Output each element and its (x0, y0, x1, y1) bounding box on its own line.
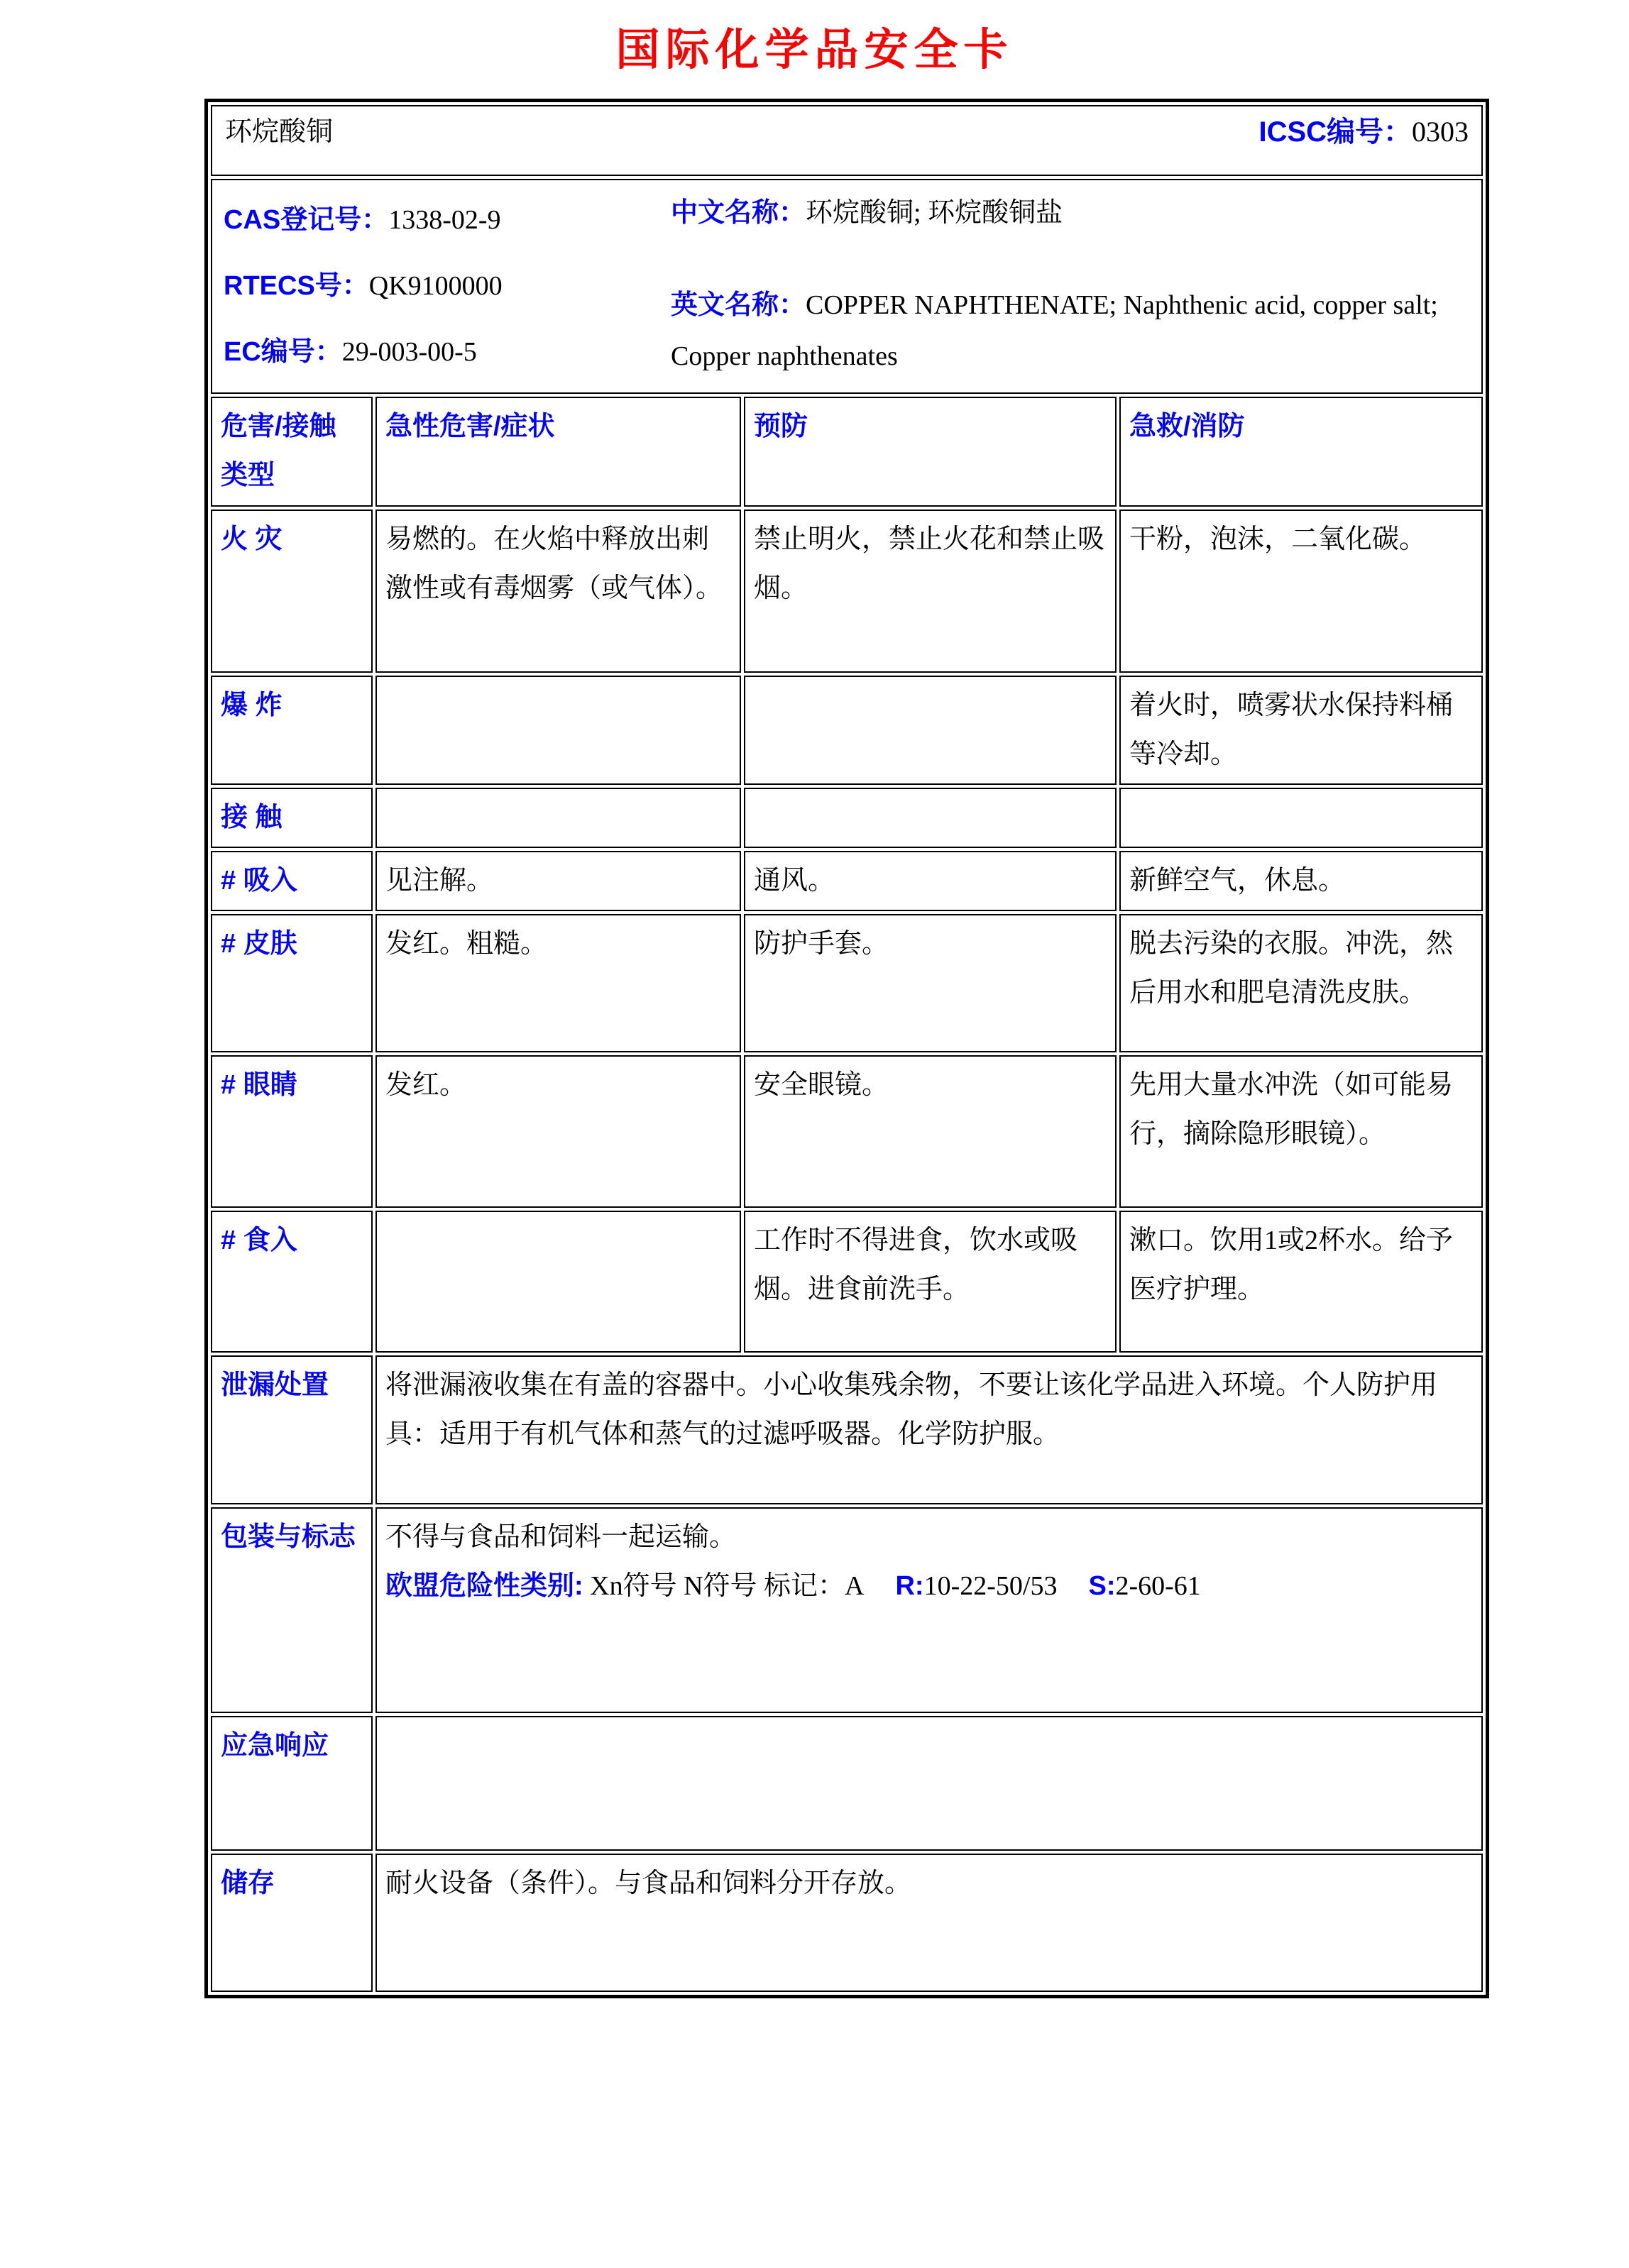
row-contact (211, 788, 1483, 848)
row-inhalation-aid: 新鲜空气，休息。 (1119, 851, 1483, 911)
header-first-aid: 急救/消防 (1119, 397, 1483, 506)
row-storage-label: 储存 (211, 1854, 373, 1992)
row-contact-prevention (744, 788, 1117, 848)
en-name-value: COPPER NAPHTHENATE; Naphthenic acid, copper salt; Copper naphthenates (671, 290, 1438, 372)
row-emergency-content (375, 1716, 1483, 1851)
row-explosion-prevention (744, 676, 1117, 785)
ec-line (224, 319, 671, 385)
row-skin-aid: 脱去污染的衣服。冲洗，然后用水和肥皂清洗皮肤。 (1119, 914, 1483, 1052)
row-eyes-label: # 眼睛 (211, 1055, 373, 1208)
row-eyes-prevention: 安全眼镜。 (744, 1055, 1117, 1208)
row-skin-symptoms: 发红。粗糙。 (375, 914, 741, 1052)
cas-label: CAS登记号： (224, 205, 389, 235)
en-name-line (671, 280, 1470, 382)
row-skin (211, 914, 1483, 1052)
chemical-name: 环烷酸铜 (225, 116, 334, 147)
packaging-transport-note: 不得与食品和饲料一起运输。 (385, 1522, 737, 1553)
row-contact-symptoms (375, 788, 741, 848)
row-explosion-label: 爆 炸 (211, 676, 373, 785)
row-eyes (211, 1055, 1483, 1208)
header-hazard-type (211, 397, 373, 506)
cas-line (224, 187, 671, 253)
name-flex (212, 106, 1481, 158)
row-fire-aid: 干粉，泡沫，二氧化碳。 (1119, 510, 1483, 673)
row-storage-content: 耐火设备（条件）。与食品和饲料分开存放。 (375, 1854, 1483, 1992)
row-fire-prevention: 禁止明火，禁止火花和禁止吸烟。 (744, 510, 1117, 673)
identifiers-cell (211, 179, 1483, 394)
header-symptoms: 急性危害/症状 (375, 397, 741, 506)
row-storage (211, 1854, 1483, 1992)
row-inhalation (211, 851, 1483, 911)
row-packaging-label: 包装与标志 (211, 1507, 373, 1713)
row-ingestion-aid: 漱口。饮用1或2杯水。给予医疗护理。 (1119, 1211, 1483, 1353)
cas-value: 1338-02-9 (388, 205, 501, 235)
header-hazard-type-line1: 危害/接触 (221, 412, 336, 442)
icsc-number-value: 0303 (1412, 116, 1469, 148)
row-fire-label: 火 灾 (211, 510, 373, 673)
identifiers-row (211, 179, 1483, 394)
eu-hazard-class-value: Xn符号 N符号 标记：A (590, 1571, 865, 1602)
eu-hazard-class-label: 欧盟危险性类别: (385, 1571, 583, 1602)
icsc-number-group (1258, 106, 1469, 158)
rtecs-value: QK9100000 (368, 271, 503, 302)
registry-numbers (224, 187, 671, 385)
row-packaging-content (375, 1507, 1483, 1713)
icsc-number-label: ICSC编号： (1258, 116, 1413, 148)
cn-name-value: 环烷酸铜; 环烷酸铜盐 (806, 198, 1063, 228)
row-eyes-symptoms: 发红。 (375, 1055, 741, 1208)
row-ingestion-label: # 食入 (211, 1211, 373, 1353)
row-explosion-aid: 着火时，喷雾状水保持料桶等冷却。 (1119, 676, 1483, 785)
identifiers-flex (221, 185, 1473, 388)
name-cell (211, 105, 1483, 176)
chemical-names (671, 187, 1470, 385)
row-explosion-symptoms (375, 676, 741, 785)
s-phrases-label: S: (1088, 1571, 1116, 1602)
row-inhalation-prevention: 通风。 (744, 851, 1117, 911)
row-contact-label: 接 触 (211, 788, 373, 848)
row-skin-prevention: 防护手套。 (744, 914, 1117, 1052)
row-eyes-aid: 先用大量水冲洗（如可能易行，摘除隐形眼镜）。 (1119, 1055, 1483, 1208)
cn-name-line (671, 187, 1470, 238)
r-phrases-label: R: (895, 1571, 924, 1602)
ec-label: EC编号： (224, 337, 342, 368)
row-packaging (211, 1507, 1483, 1713)
rtecs-label: RTECS号： (224, 271, 369, 302)
row-ingestion (211, 1211, 1483, 1353)
row-emergency-label: 应急响应 (211, 1716, 373, 1851)
row-explosion (211, 676, 1483, 785)
ec-value: 29-003-00-5 (341, 337, 477, 368)
row-emergency (211, 1716, 1483, 1851)
page-title: 国际化学品安全卡 (615, 26, 1014, 75)
cn-name-label: 中文名称： (671, 198, 806, 228)
row-inhalation-label: # 吸入 (211, 851, 373, 911)
row-contact-aid (1119, 788, 1483, 848)
s-phrases-value: 2-60-61 (1115, 1571, 1201, 1602)
header-hazard-type-line2: 类型 (221, 461, 275, 491)
en-name-label: 英文名称： (671, 290, 806, 321)
row-fire-symptoms: 易燃的。在火焰中释放出刺激性或有毒烟雾（或气体）。 (375, 510, 741, 673)
row-spillage-content: 将泄漏液收集在有盖的容器中。小心收集残余物，不要让该化学品进入环境。个人防护用具：适用于有机气体和蒸气的过滤呼吸器。化学防护服。 (375, 1355, 1483, 1504)
rtecs-line (224, 253, 671, 319)
row-ingestion-symptoms (375, 1211, 741, 1353)
header-prevention: 预防 (744, 397, 1117, 506)
name-row (211, 105, 1483, 176)
row-spillage-label: 泄漏处置 (211, 1355, 373, 1504)
icsc-table (204, 99, 1489, 1998)
row-inhalation-symptoms: 见注解。 (375, 851, 741, 911)
row-spillage (211, 1355, 1483, 1504)
row-skin-label: # 皮肤 (211, 914, 373, 1052)
row-fire (211, 510, 1483, 673)
r-phrases-value: 10-22-50/53 (923, 1571, 1058, 1602)
row-ingestion-prevention: 工作时不得进食，饮水或吸烟。进食前洗手。 (744, 1211, 1117, 1353)
table-header-row (211, 397, 1483, 506)
